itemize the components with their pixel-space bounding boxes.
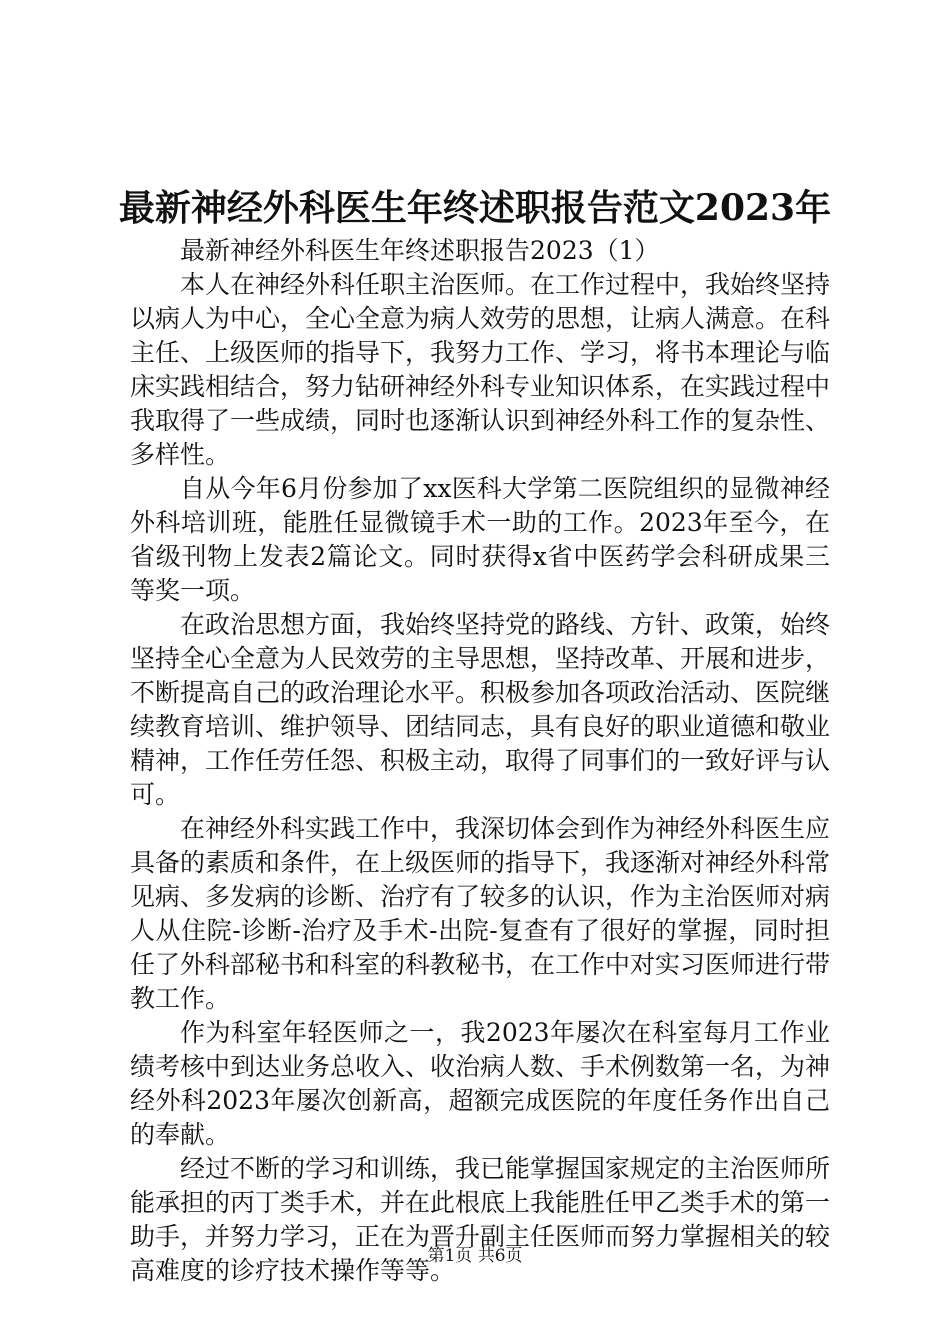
page-footer: 第1页 共6页 [427, 1246, 523, 1266]
paragraph-4: 在神经外科实践工作中，我深切体会到作为神经外科医生应具备的素质和条件，在上级医师的指导下，我逐渐对神经外科常见病、多发病的诊断、治疗有了较多的认识，作为主治医师对病人从住院-诊断-治疗及手术-出院-复查有了很好的掌握，同时担任了外科部秘书和科室的科教秘书，在工作中对实习医师进行带教工作。 [130, 814, 831, 1013]
paragraph-2: 自从今年6月份参加了xx医科大学第二医院组织的显微神经外科培训班，能胜任显微镜手术一助的工作。2023年至今，在省级刊物上发表2篇论文。同时获得x省中医药学会科研成果三等奖一项。 [130, 474, 830, 605]
paragraph-1: 本人在神经外科任职主治医师。在工作过程中，我始终坚持以病人为中心，全心全意为病人效劳的思想，让病人满意。在科主任、上级医师的指导下，我努力工作、学习，将书本理论与临床实践相结合，努力钻研神经外科专业知识体系，在实践过程中我取得了一些成绩，同时也逐渐认识到神经外科工作的复杂性、多样性。 [130, 270, 831, 469]
paragraph-5: 作为科室年轻医师之一，我2023年屡次在科室每月工作业绩考核中到达业务总收入、收治病人数、手术例数第一名，为神经外科2023年屡次创新高，超额完成医院的年度任务作出自己的奉献。 [130, 1018, 831, 1149]
paragraph-6: 经过不断的学习和训练，我已能掌握国家规定的主治医师所能承担的丙丁类手术，并在此根底上我能胜任甲乙类手术的第一助手，并努力学习，正在为晋升副主任医师而努力掌握相关的较高难度的诊疗技术操作等等。 [130, 1154, 831, 1285]
document-title: 最新神经外科医生年终述职报告范文2023年 [118, 187, 832, 229]
document-subtitle: 最新神经外科医生年终述职报告2023（1） [180, 236, 660, 265]
document-body [130, 234, 830, 1288]
paragraph-3: 在政治思想方面，我始终坚持党的路线、方针、政策，始终坚持全心全意为人民效劳的主导思想，坚持改革、开展和进步，不断提高自己的政治理论水平。积极参加各项政治活动、医院继续教育培训、维护领导、团结同志，具有良好的职业道德和敬业精神，工作任劳任怨、积极主动，取得了同事们的一致好评与认可。 [130, 610, 831, 809]
